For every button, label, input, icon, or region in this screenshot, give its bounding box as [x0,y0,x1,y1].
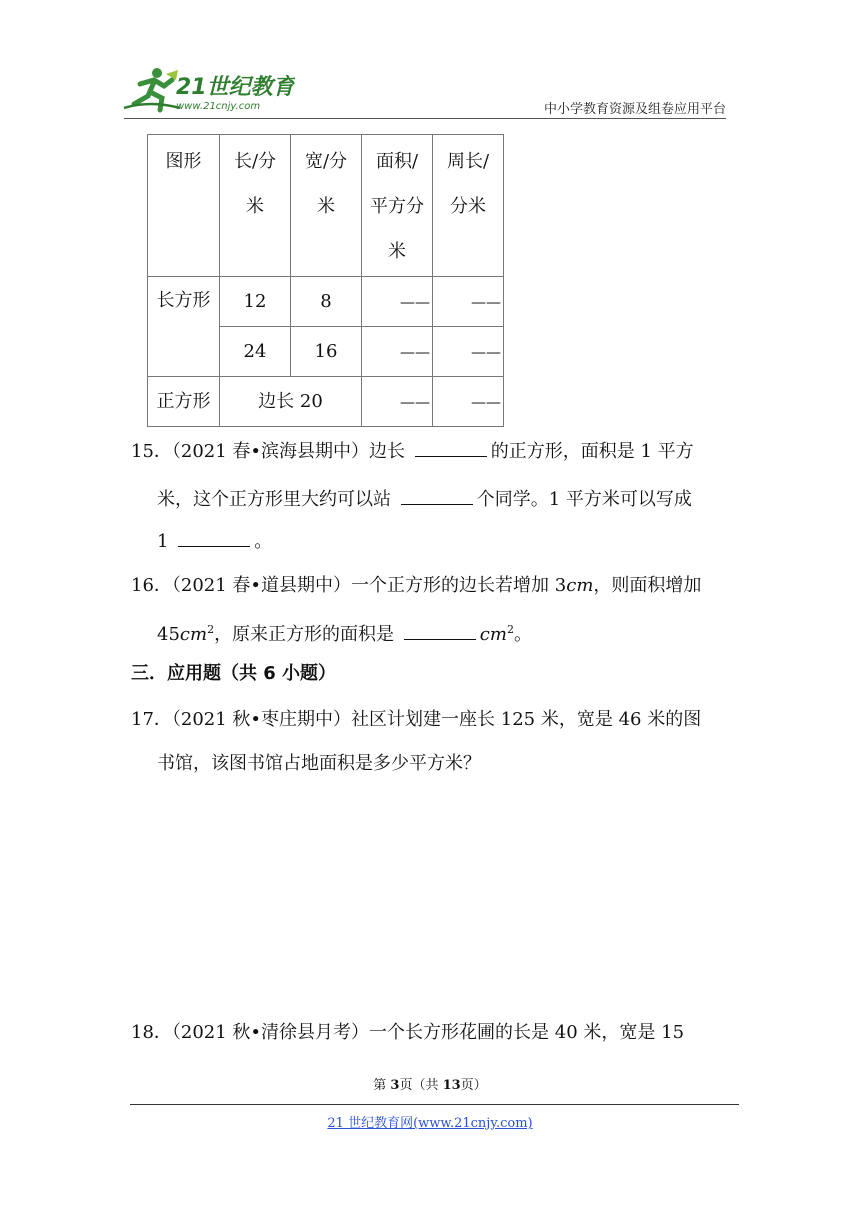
q15-line3 [157,528,272,554]
rect-label: 长方形 [148,277,220,377]
page-prefix: 第 [373,1078,391,1093]
platform-name: 中小学教育资源及组卷应用平台 [543,102,726,117]
q15-text-f: 。 [254,531,273,552]
rect-perimeter-2: —— [433,327,504,377]
q16-sup-1: 2 [207,623,215,636]
q15-blank-3[interactable] [178,528,250,547]
header-perimeter-text: 周长/ 分米 [446,151,490,217]
square-label: 正方形 [148,377,220,427]
square-area: —— [362,377,433,427]
q16-line1 [131,574,701,598]
q15-text-e: 1 [157,531,175,552]
table-row [148,277,504,327]
section-heading: 三．应用题（共 6 小题） [131,663,337,684]
square-side: 边长 20 [220,377,362,427]
q15-text-a: 15．（2021 春•滨海县期中）边长 [131,441,411,462]
footer-divider [130,1104,739,1105]
header-area [362,135,433,277]
rect-width-1: 8 [291,277,362,327]
header-perimeter [433,135,504,277]
logo-url: www.21cnjy.com [176,101,261,112]
page-total: 13 [442,1078,461,1093]
q16-text-e: 。 [513,624,532,645]
q15-line1 [131,438,694,464]
header-shape: 图形 [148,135,220,277]
rect-perimeter-1: —— [433,277,504,327]
rect-length-2: 24 [220,327,291,377]
rect-area-2: —— [362,327,433,377]
q16-unit-2: cm [179,624,208,645]
header-area-text: 面积/ 平方分 米 [370,151,424,262]
q15-blank-1[interactable] [415,438,487,457]
page-mid: 页（共 [399,1078,443,1093]
runner-icon [124,68,180,110]
header-divider [124,118,726,119]
logo-text: 21世纪教育 [176,75,295,100]
q16-text-a: 16．（2021 春•道县期中）一个正方形的边长若增加 3 [131,575,567,596]
q16-text-b: ，则面积增加 [593,575,702,596]
q15-text-b: 的正方形，面积是 1 平方 [490,441,694,462]
table-row [148,377,504,427]
q16-line2 [157,618,532,647]
rect-length-1: 12 [220,277,291,327]
q16-unit-1: cm [566,575,594,596]
page-current: 3 [390,1078,400,1093]
q15-text-c: 米，这个正方形里大约可以站 [157,489,397,510]
q16-text-d: ，原来正方形的面积是 [214,624,400,645]
q18-line1: 18．（2021 秋•清徐县月考）一个长方形花圃的长是 40 米，宽是 15 [131,1022,685,1043]
rect-width-2: 16 [291,327,362,377]
q16-sup-2: 2 [506,623,514,636]
q16-unit-3: cm [479,624,507,645]
header-width [291,135,362,277]
header-length-text: 长/分 米 [233,151,277,217]
q17-line2: 书馆，该图书馆占地面积是多少平方米？ [157,753,481,774]
page-number [0,1074,860,1093]
q17-line1: 17．（2021 秋•枣庄期中）社区计划建一座长 125 米，宽是 46 米的图 [131,709,702,730]
rect-area-1: —— [362,277,433,327]
square-perimeter: —— [433,377,504,427]
footer-link[interactable]: 21 世纪教育网(www.21cnjy.com) [327,1116,533,1131]
header-width-text: 宽/分 米 [304,151,348,217]
page-suffix: 页） [460,1078,487,1093]
site-logo [120,64,295,116]
shape-table [147,134,504,427]
q15-blank-2[interactable] [401,486,473,505]
table-header-row [148,135,504,277]
q15-line2 [157,486,692,512]
q16-blank-1[interactable] [404,621,476,640]
header-length [220,135,291,277]
q15-text-d: 个同学。1 平方米可以写成 [476,489,692,510]
q16-text-c: 45 [157,624,180,645]
